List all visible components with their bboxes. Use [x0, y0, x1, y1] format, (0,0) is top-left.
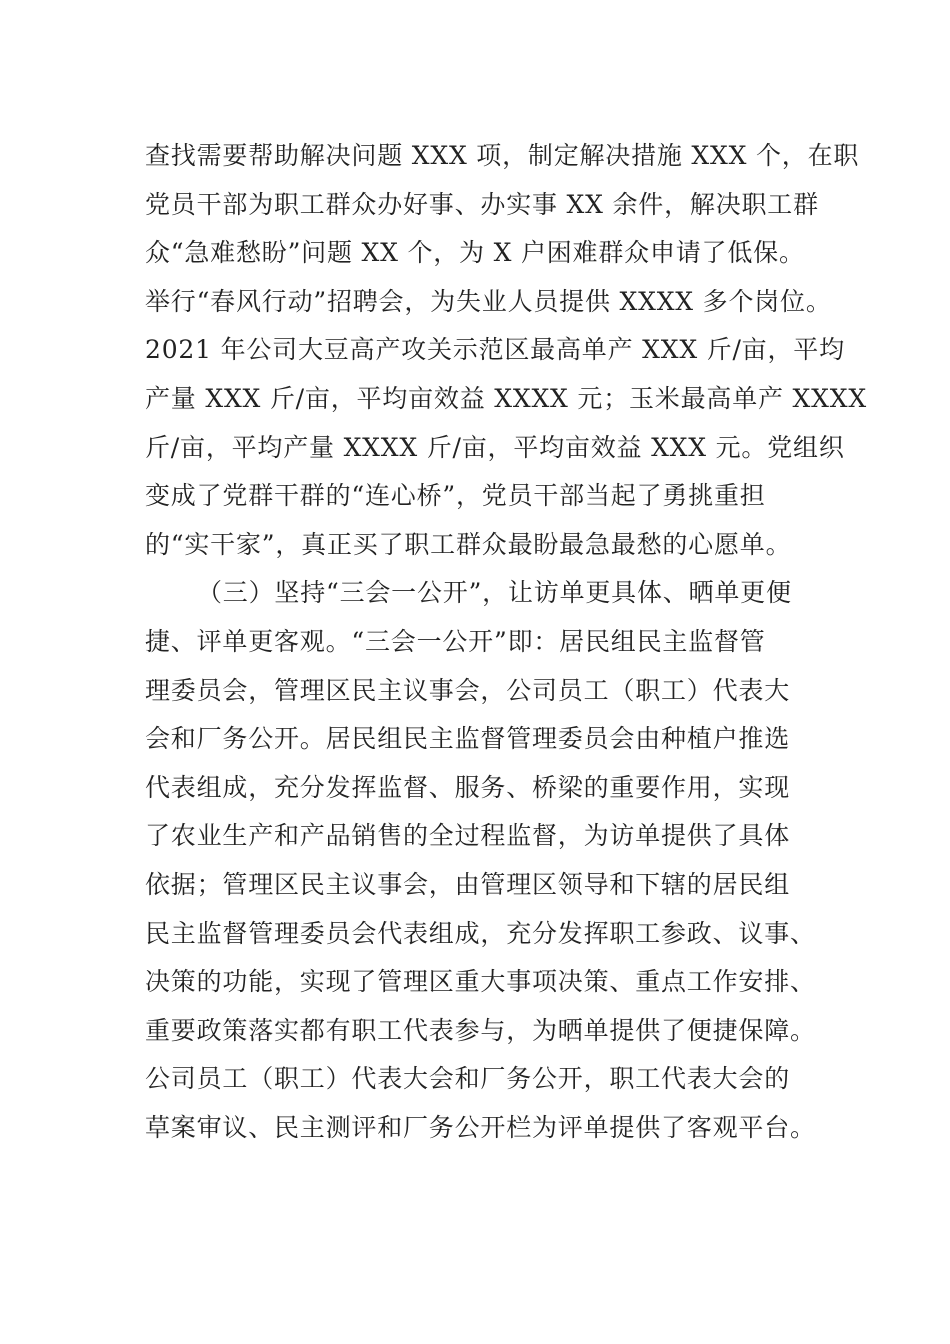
text-line: 众“急难愁盼”问题 XX 个，为 X 户困难群众申请了低保。: [145, 238, 805, 268]
text-line: 公司员工（职工）代表大会和厂务公开，职工代表大会的: [145, 1064, 791, 1094]
text-line: 依据；管理区民主议事会，由管理区领导和下辖的居民组: [145, 869, 791, 899]
text-line: 决策的功能，实现了管理区重大事项决策、重点工作安排、: [145, 967, 816, 997]
section-heading-line: （三）坚持“三会一公开”，让访单更具体、晒单更便: [197, 578, 792, 608]
text-line: 变成了党群干群的“连心桥”，党员干部当起了勇挑重担: [145, 481, 766, 511]
text-line: 产量 XXX 斤/亩，平均亩效益 XXXX 元；玉米最高单产 XXXX: [145, 383, 867, 413]
text-line: 斤/亩，平均产量 XXXX 斤/亩，平均亩效益 XXX 元。党组织: [145, 432, 845, 462]
text-line: 举行“春风行动”招聘会，为失业人员提供 XXXX 多个岗位。: [145, 286, 832, 316]
text-line: 查找需要帮助解决问题 XXX 项，制定解决措施 XXX 个，在职: [145, 141, 860, 170]
text-line: 的“实干家”，真正买了职工群众最盼最急最愁的心愿单。: [145, 529, 792, 559]
text-line: 民主监督管理委员会代表组成，充分发挥职工参政、议事、: [145, 918, 816, 948]
text-line: 草案审议、民主测评和厂务公开栏为评单提供了客观平台。: [145, 1112, 816, 1142]
text-line: 会和厂务公开。居民组民主监督管理委员会由种植户推选: [145, 724, 791, 754]
body-text: [145, 132, 867, 1152]
text-line: 党员干部为职工群众办好事、办实事 XX 余件，解决职工群: [145, 189, 819, 219]
text-line: 代表组成，充分发挥监督、服务、桥梁的重要作用，实现: [145, 772, 791, 802]
text-line: 2021 年公司大豆高产攻关示范区最高单产 XXX 斤/亩，平均: [145, 335, 845, 365]
text-line: 理委员会，管理区民主议事会，公司员工（职工）代表大: [145, 675, 791, 705]
text-line: 捷、评单更客观。“三会一公开”即：居民组民主监督管: [145, 626, 766, 656]
text-line: 了农业生产和产品销售的全过程监督，为访单提供了具体: [145, 821, 791, 851]
text-line: 重要政策落实都有职工代表参与，为晒单提供了便捷保障。: [145, 1015, 816, 1045]
